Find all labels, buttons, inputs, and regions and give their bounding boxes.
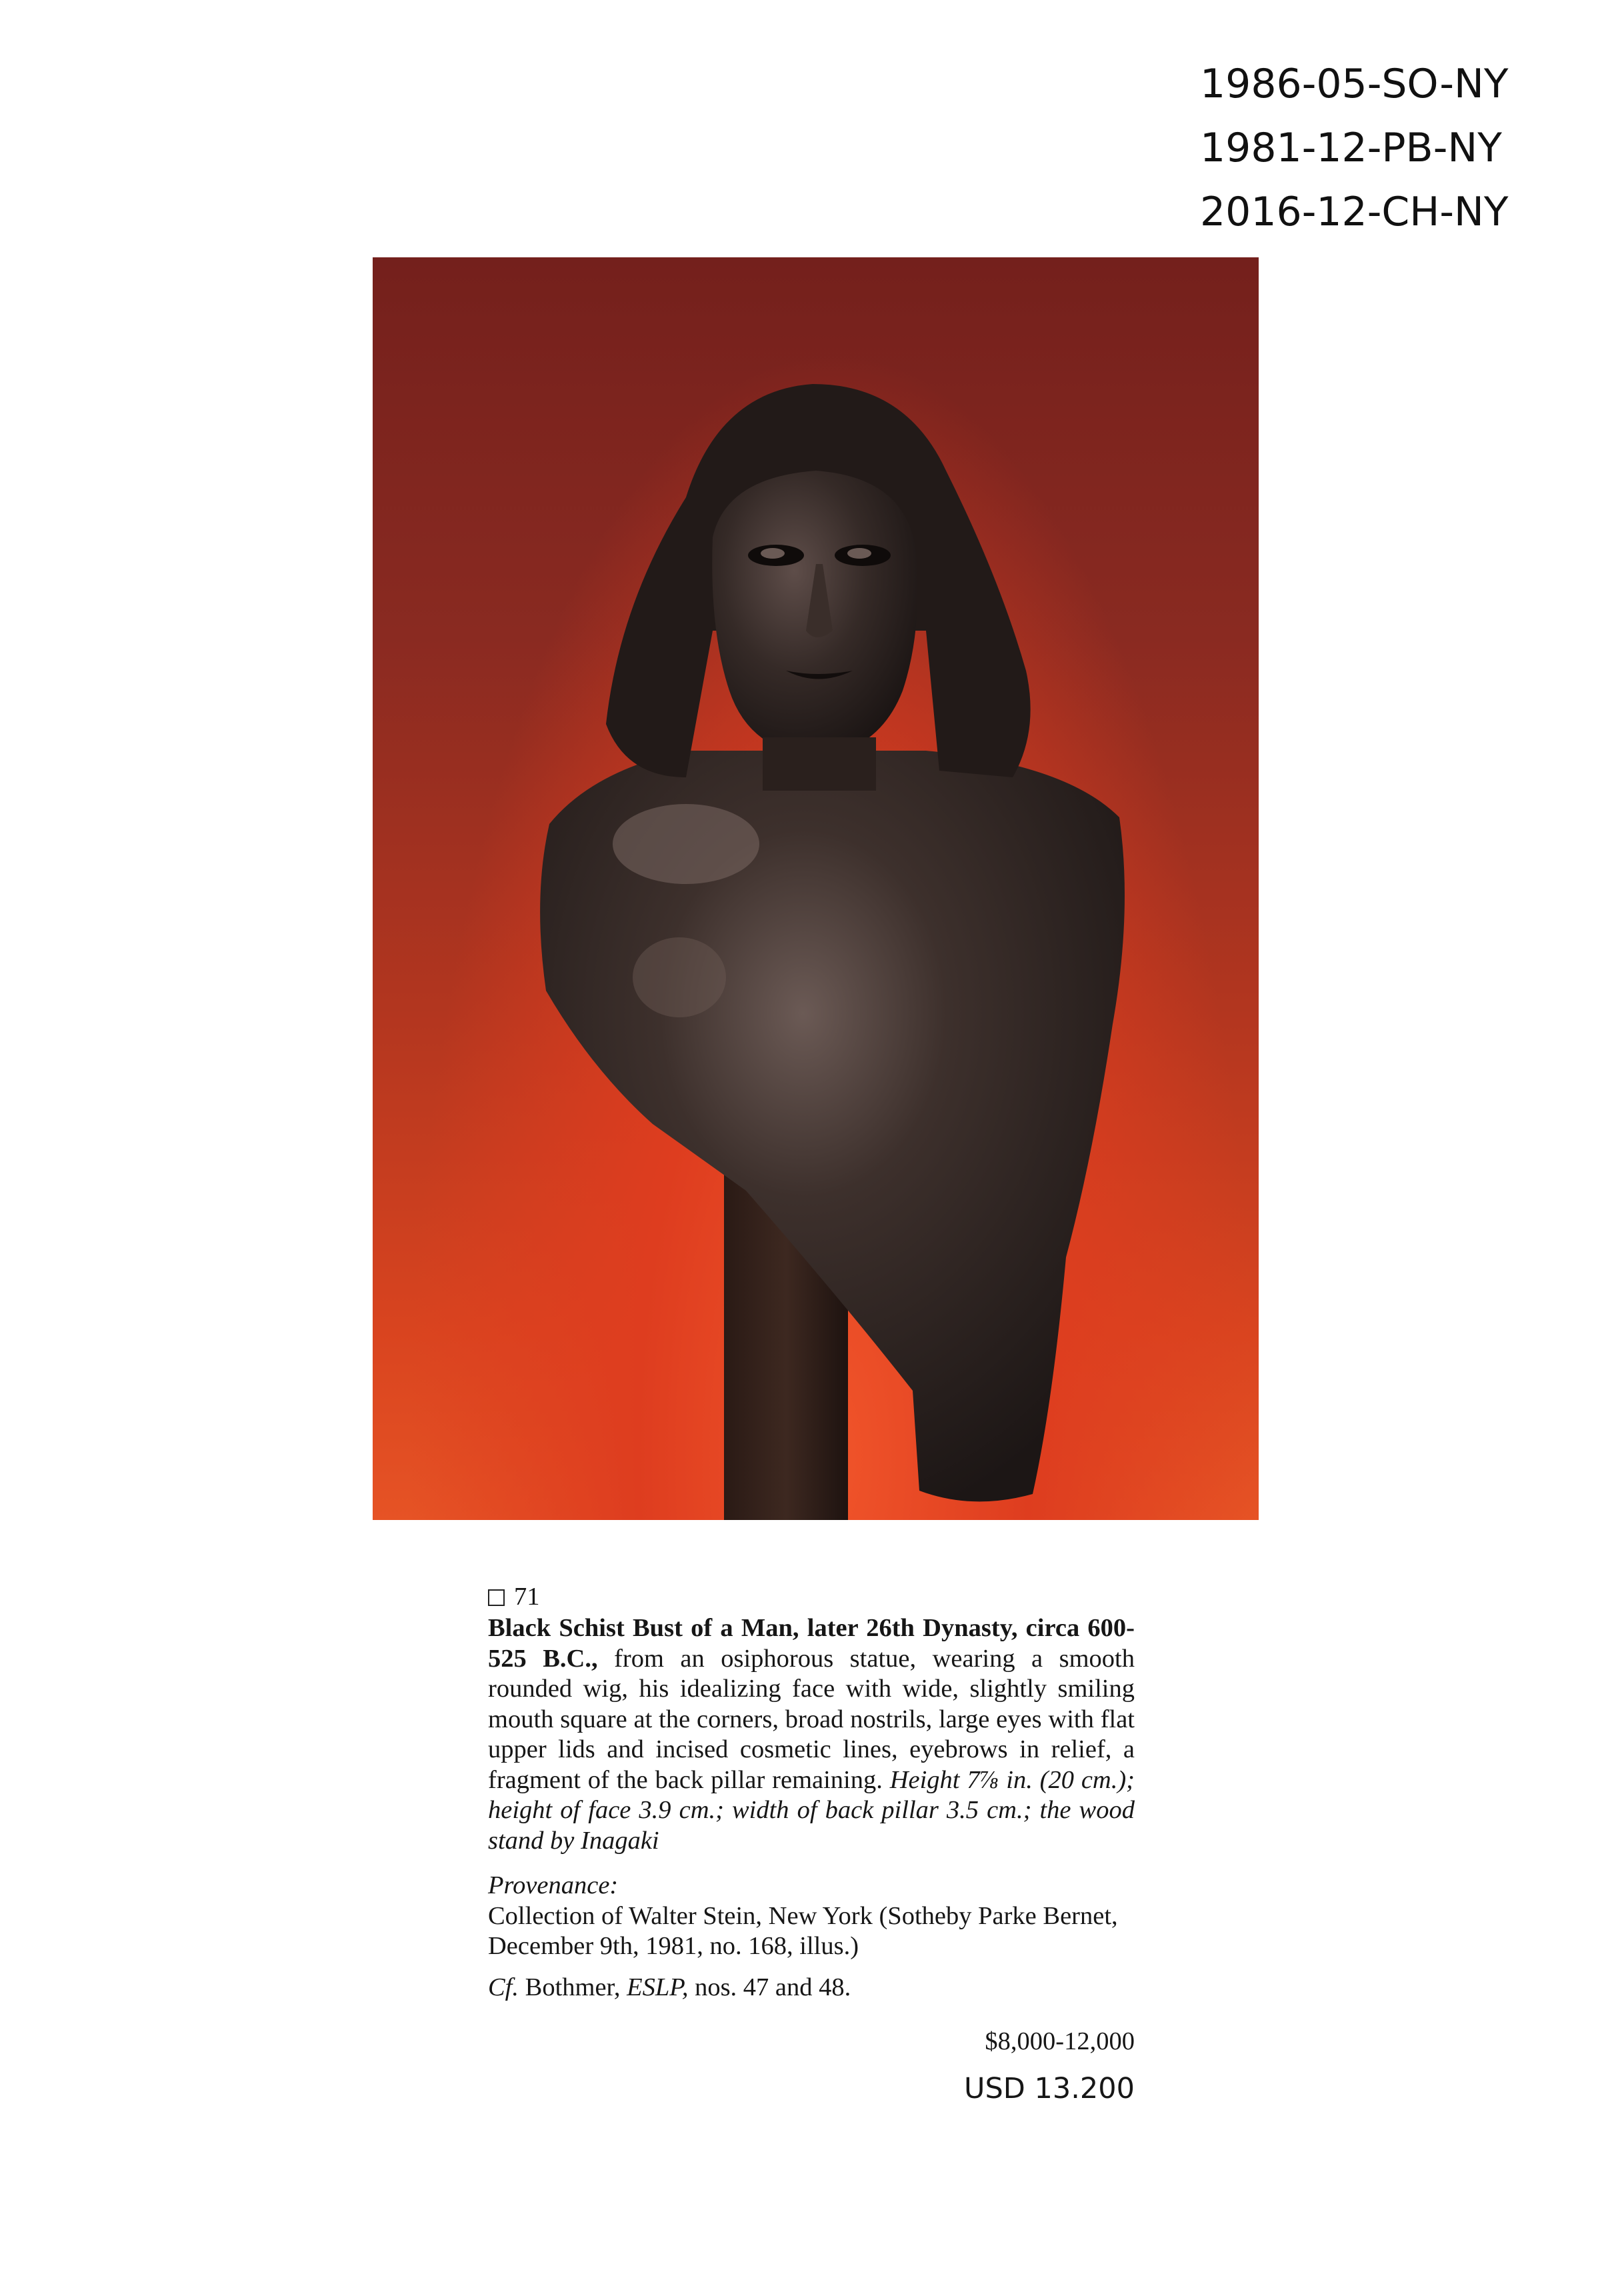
- neck-shape: [763, 737, 876, 791]
- provenance-heading: Provenance:: [488, 1871, 619, 1899]
- sale-price: USD 13.200: [963, 2072, 1135, 2105]
- lot-description-text: from an osiphorous statue, wearing a smooth rounded wig, his idealizing face with wide, slightly smiling mouth square at the corners, broad nostrils, large eyes with flat upper lids and incised cosmetic lines, eyebrows in relief, a fragment of the back pillar remaining.: [488, 1644, 1135, 1794]
- estimate: $8,000-12,000: [985, 2027, 1135, 2055]
- reference-code-1: 1986-05-SO-NY: [1200, 61, 1509, 107]
- right-eye-highlight: [847, 548, 871, 559]
- reference-code-2: 1981-12-PB-NY: [1200, 125, 1502, 171]
- left-eye-highlight: [761, 548, 785, 559]
- lot-number: 71: [514, 1583, 540, 1611]
- comparison-reference: [488, 1973, 1135, 2003]
- cf-work: ESLP,: [627, 1973, 689, 2001]
- lot-description: [488, 1613, 1135, 1856]
- provenance-text: Collection of Walter Stein, New York (Sotheby Parke Bernet, December 9th, 1981, no. 168, illus.): [488, 1901, 1118, 1960]
- shoulder-highlight: [613, 804, 759, 884]
- reference-codes: [1200, 52, 1573, 244]
- chest-highlight: [633, 937, 726, 1017]
- cf-abbrev: Cf.: [488, 1973, 519, 2001]
- lot-dimensions: Height 7⅞ in. (20 cm.); height of face 3.9 cm.; width of back pillar 3.5 cm.; the wood stand by Inagaki: [488, 1765, 1135, 1855]
- reference-code-3: 2016-12-CH-NY: [1200, 189, 1509, 235]
- lot-number-line: [488, 1581, 1135, 1613]
- cf-rest: nos. 47 and 48.: [688, 1973, 851, 2001]
- checkbox-icon: [488, 1589, 505, 1606]
- catalogue-entry: [488, 1581, 1135, 2003]
- lot-title: Black Schist Bust of a Man, later 26th Dynasty, circa 600-525 B.C.,: [488, 1614, 1135, 1673]
- cf-author: Bothmer,: [519, 1973, 627, 2001]
- bust-photograph: [373, 257, 1259, 1520]
